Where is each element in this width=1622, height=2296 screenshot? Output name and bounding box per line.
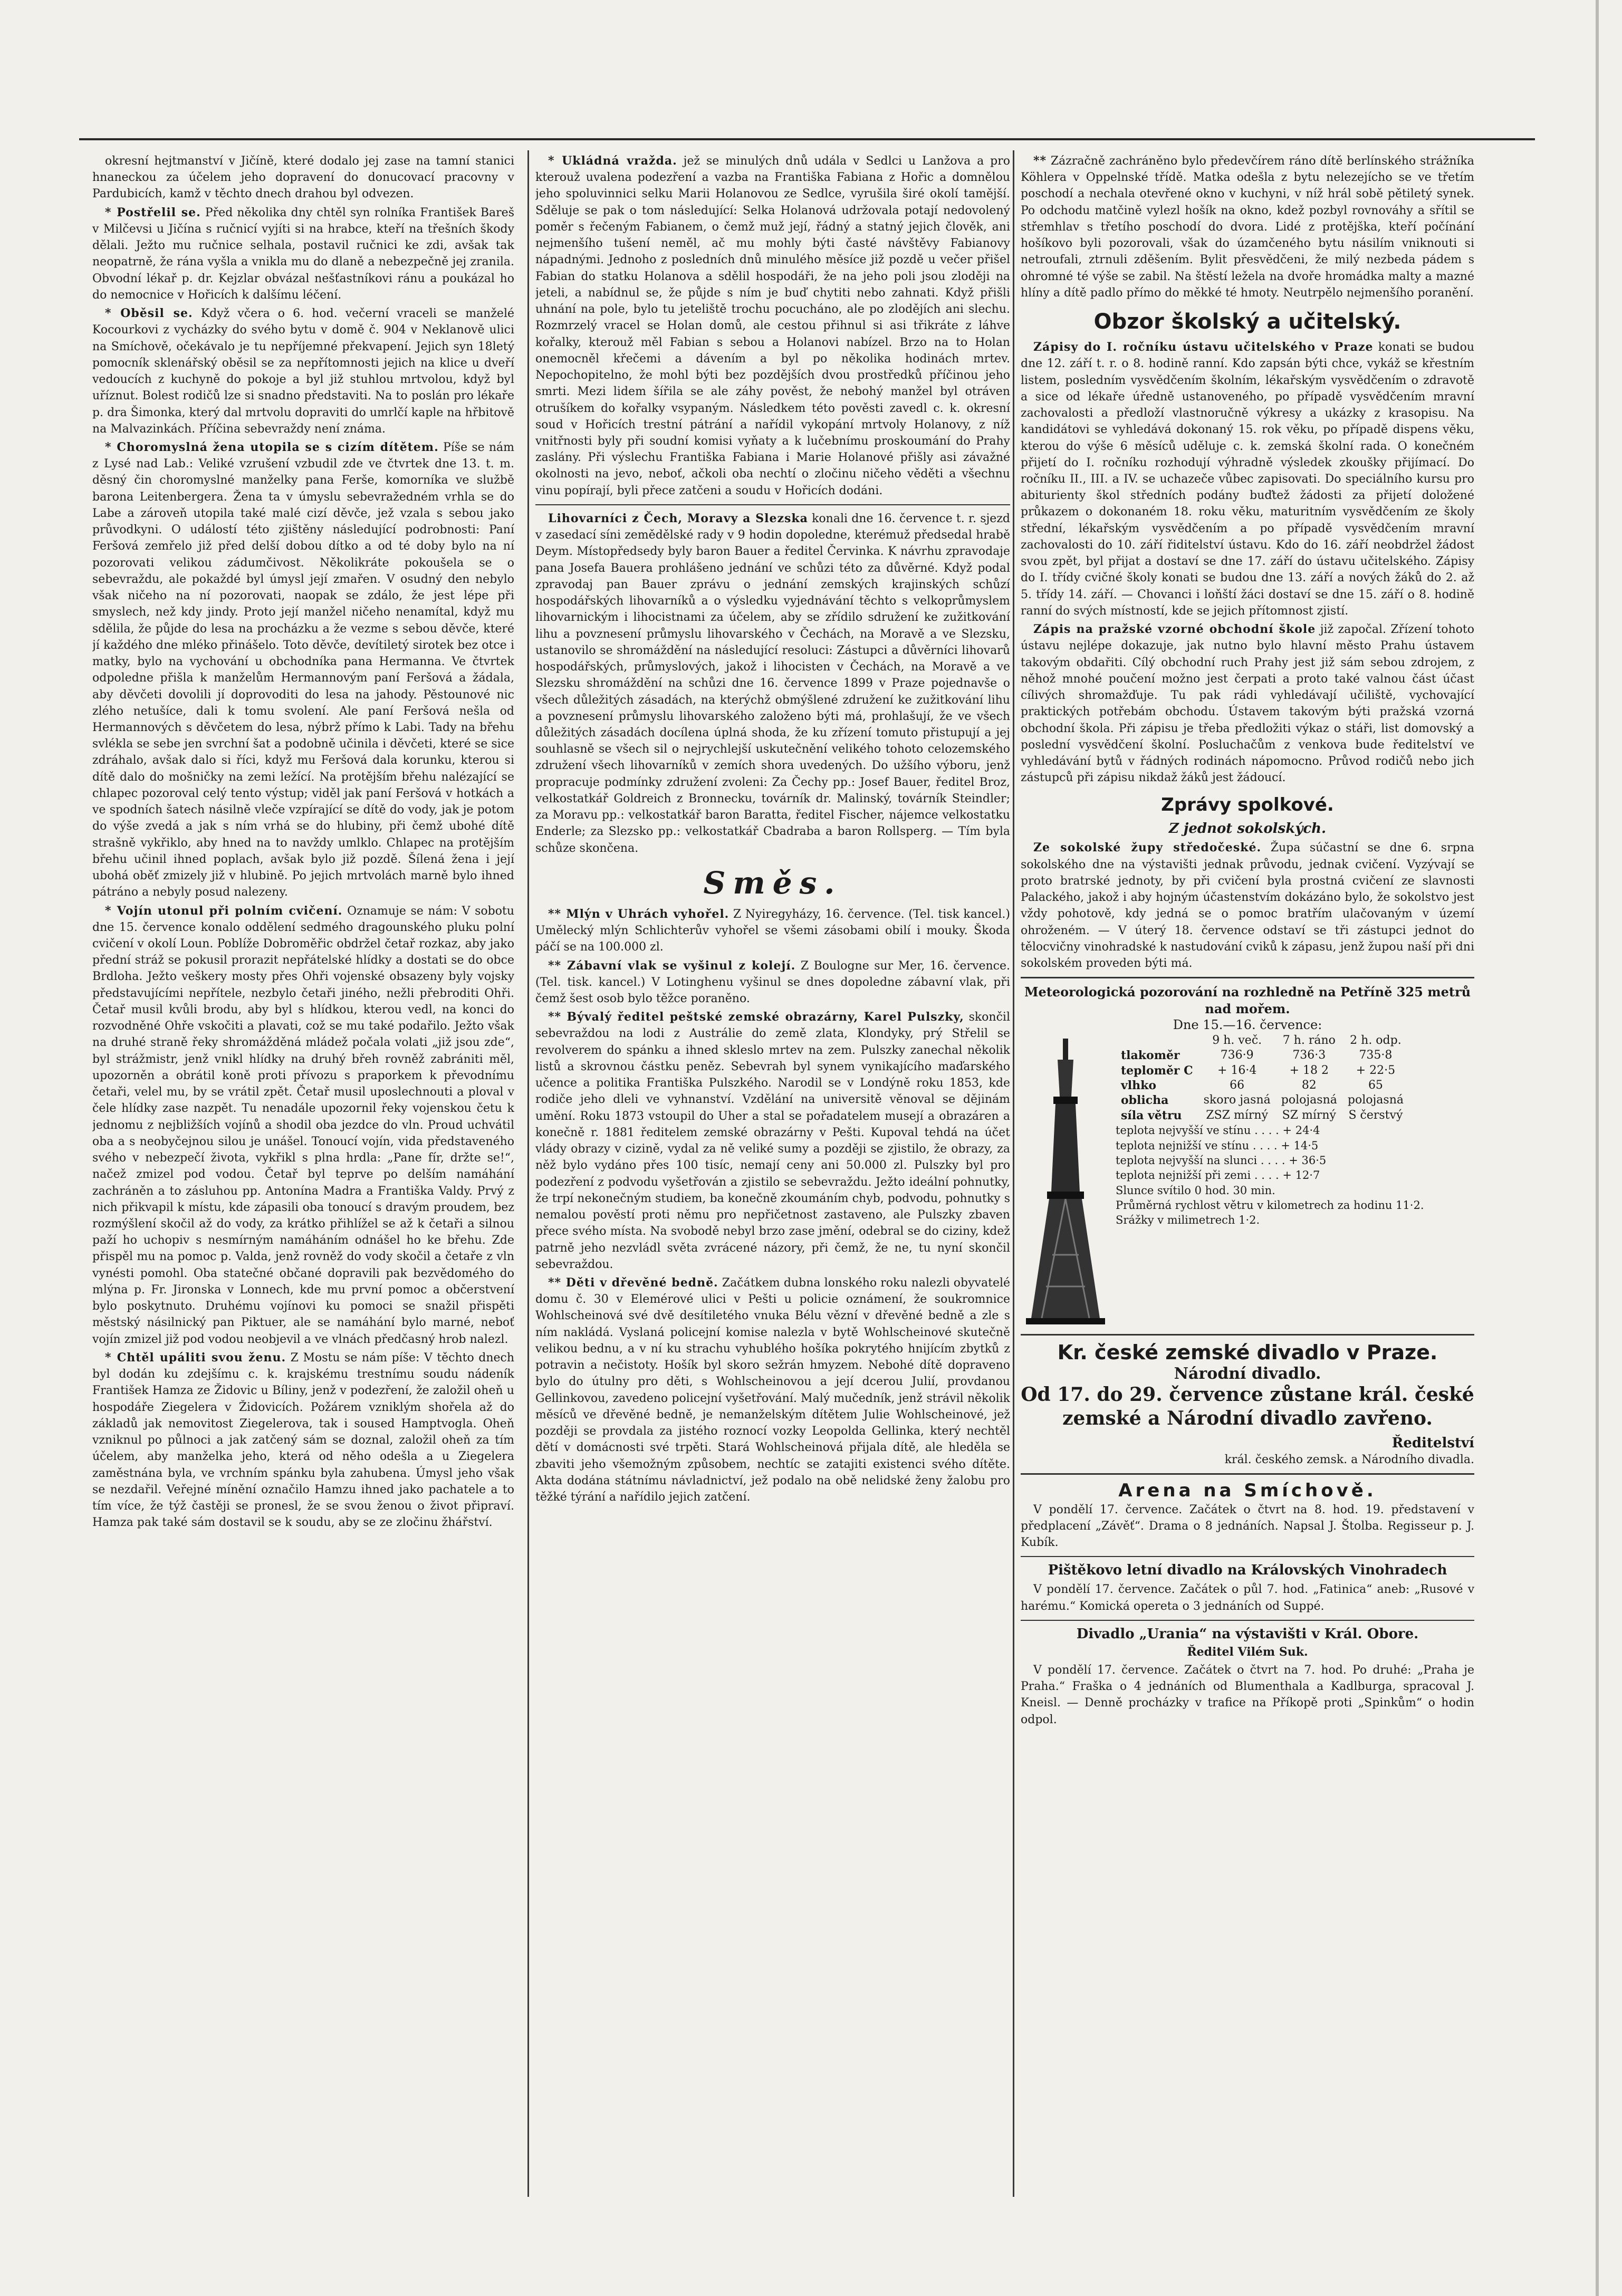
article-postrelil <box>92 205 514 303</box>
meteo-value: polojasná <box>1347 1093 1404 1107</box>
meteo-note: Průměrná rychlost větru v kilometrech za hodinu 11·2. <box>1116 1198 1424 1212</box>
meteo-value: + 18 2 <box>1289 1063 1329 1077</box>
meteo-note: teplota nejnižší při zemi . . . . + 12·7 <box>1116 1169 1320 1182</box>
article-obchodni-skola <box>1021 621 1474 786</box>
article-text: již započal. Zřízení tohoto ústavu nejlépe dokazuje, jak nutno bylo hlavní město Prahu ústavem takovým obdařiti. Cílý obchodní ruch Prahy jest již sám sebou zdrojem, z něhož mnohé poučení možno jest čerpati a proto také valnou část účast cílivých shromažďuje. Tu pak rádi vyhledávají učiliště, vychovající praktických potřebám obchodu. Ústavem takovým býti pražská vzorná obchodní škola. Při zápisu je třeba předložiti výkaz o stáři, list domovský a poslední vysvědčení školní. Posluchačům z venkova bude ředitelství ve vyhledávání bytů v řádných rodinách nápomocno. Průvod rodičů nebo jich zástupců při zápisu nikdaž žáků jest žádoucí. <box>1021 623 1474 785</box>
article-lead: Zápisy do I. ročníku ústavu učitelského v Praze <box>1033 340 1374 354</box>
divider <box>1021 1334 1474 1336</box>
meteo-label: vlhko <box>1121 1079 1157 1093</box>
scan-edge <box>1596 0 1599 2296</box>
article-lead: ** Zábavní vlak se vyšinul z kolejí. <box>548 958 796 973</box>
column-3 <box>1021 153 1474 2199</box>
meteo-value: SZ mírný <box>1282 1108 1336 1122</box>
meteo-label: oblicha <box>1121 1093 1169 1108</box>
meteo-value: + 16·4 <box>1217 1063 1257 1077</box>
meteo-value: 66 <box>1230 1079 1245 1092</box>
arena-text: V pondělí 17. července. Začátek o čtvrt na 8. hod. 19. představení v předplacení „Závěť“. Drama o 8 jednáních. Napsal J. Štolba. Regisseur p. J. Kubík. <box>1021 1503 1474 1550</box>
article-lihovarnici <box>535 511 1010 857</box>
article-text: skončil sebevraždou na lodi z Austrálie do země zlata, Klondyky, prý Střelil se revolverem do spánku a ihned skleslo mrtev na zem. Pulszky zanechal několik listů a skrovnou částku peněz. Sebevrah byl synem vynikajícího maďarského učence a politika Františka Pulszkého. Narodil se v Londýně roku 1853, kde rodiče jeho dleli ve vyhnanství. Vzdělání na universitě věnoval se dějinám umění. Roku 1873 vstoupil do Uher a stal se pořadatelem musejí a obrazáren a konečně r. 1881 ředitelem zemské obrazárny v Pešti. Kupoval tehdá na účet vlády obrazy v cizině, vydal za ně veliké sumy a později se zjistilo, že obrazy, za něž bylo vydáno přes 100 tisíc, nemají ceny ani 50.000 zl. Pulszky byl pro podezření z podvodu vyšetřován a zjistilo se sebevraždu. Ježto ideální pohnutky, že trpí nekonečným studiem, ba konečně zkoumáním chyb, podvodu, pohnutky s nemalou pověstí proti němu pro nepřičetnost zastaveno, ale Pulszky zbaven přece svého místa. Na svobodě nebyl brzo zase jmění, odebral se do ciziny, kdež patrně jeho nezvládl světa zvrácené názory, při čemž, že ne, tu nyní skončil sebevraždou. <box>535 1011 1010 1271</box>
petrin-tower-illustration <box>1021 1033 1110 1329</box>
meteo-row <box>1116 1063 1409 1078</box>
article-paragraph <box>92 153 514 203</box>
arena-title: Arena na Smíchově. <box>1118 1480 1377 1501</box>
meteo-row <box>1116 1093 1409 1108</box>
column-separator <box>527 150 529 2197</box>
meteo-row <box>1116 1078 1409 1093</box>
meteo-note: teplota nejvyšší ve stínu . . . . + 24·4 <box>1116 1124 1320 1137</box>
article-lead: * Choromyslná žena utopila se s cizím dítětem. <box>105 440 439 454</box>
meteo-value: 82 <box>1301 1079 1317 1092</box>
divider <box>1021 1620 1474 1621</box>
meteo-block <box>1021 1033 1474 1329</box>
article-vrazda <box>535 153 1010 499</box>
meteo-dates: Dne 15.—16. července: <box>1173 1017 1322 1032</box>
article-lead: ** Mlýn v Uhrách vyhořel. <box>548 907 730 921</box>
column-separator <box>1013 150 1014 2197</box>
article-text: Z Nyiregyházy, 16. července. (Tel. tisk kancel.) Umělecký mlýn Schlichterův vyhořel se všemi zásobami obilí i mouky. Škoda páčí se na 100.000 zl. <box>535 907 1010 954</box>
article-text: Župa súčastní se dne 6. srpna sokolského dne na výstavišti jednak průvodu, jednak cvičení. Vyzývají se proto bratrské jednoty, by při cvičení byla prostná cvičení ze slavnosti Palackého, jakož i aby hojným účastenstvím dokázáno bylo, že sokolstvo jest vždy pohotově, kdy jedná se o pomoc bratřím ulačovaným v území ohroženém. — V úterý 18. července odstaví se tři zástupci jednot do tělocvičny vinohradské k nastudování cviků k zápasu, jenž župou naší při dni sokolském proveden býti má. <box>1021 841 1474 971</box>
article-lead: Ze sokolské župy středočeské. <box>1033 841 1262 855</box>
article-vojin <box>92 903 514 1348</box>
meteo-table <box>1116 1033 1409 1123</box>
divider <box>1021 1473 1474 1475</box>
meteo-time: 2 h. odp. <box>1350 1033 1402 1047</box>
divider <box>1021 977 1474 978</box>
article-lead: ** Děti v dřevěné bedně. <box>548 1276 718 1290</box>
section-title-spolky: Zprávy spolkové. <box>1161 794 1334 816</box>
article-lead: ** Bývalý ředitel peštské zemské obrazárny, Karel Pulszky, <box>548 1010 964 1024</box>
column-2 <box>535 153 1010 2199</box>
article-lead: * Chtěl upáliti svou ženu. <box>105 1350 286 1365</box>
theatre-notice: Od 17. do 29. července zůstane král. české zemské a Národní divadlo zavřeno. <box>1021 1384 1474 1430</box>
meteo-data <box>1116 1033 1474 1329</box>
urania-director: Ředitel Vilém Suk. <box>1187 1645 1308 1659</box>
urania-title: Divadlo „Urania“ na výstavišti v Král. Obore. <box>1076 1626 1419 1642</box>
meteo-label: teploměr C <box>1121 1063 1193 1078</box>
article-lead: Lihovarníci z Čech, Moravy a Slezska <box>548 511 808 525</box>
meteo-value: S čerstvý <box>1348 1108 1403 1122</box>
article-text: konati se budou dne 12. září t. r. o 8. hodině ranní. Kdo zapsán býti chce, vykáž se křestním listem, posledním vysvědčením školním, lékařským vysvědčením o zdravotě a sice od lékaře úředně ustanoveného, po případě vysvědčením mravní zachovalosti a předloží vlastnoručně výkresy a ukázky z krasopisu. Na kandidátovi se vyhledává dokonaný 15. rok věku, po případě dispens věku, kterou do výše 6 měsíců uděluje c. k. zemská školní rada. O konečném přijetí do I. ročníku rozhodují výhradně výsledek zkoušky přijímací. Do ročníku II., III. a IV. se uchazeče vůbec zapisovati. Do speciálního kursu pro abiturienty škol středních podány buďtež žádosti za přijetí doložené průkazem o dokonaném 18. roku věku, maturitním vysvědčením ze školy střední, lékařským vysvědčením a po případě vysvědčením mravní zachovalosti do 10. září řiditelství ústavu. Kdo do 16. září neobdržel žádost svou zpět, byl přijat a dostaví se dne 17. září do ústavu učitelského. Zápisy do I. třídy cvičné školy konati se budou dne 13. září a nových žáků do 2. až 5. třídy 14. září. — Chovanci i loňští žáci dostaví se dne 15. září o 8. hodině ranní do svých místností, kde se jejich přítomnost zjistí. <box>1021 341 1474 618</box>
article-text: Před několika dny chtěl syn rolníka František Bareš v Milčevsi u Jičína s ručnicí vyjíti si na hrabce, kteří na třešních škody dělali. Ježto mu ručnice selhala, postavil ručnici ke zdi, avšak tak neopatrně, že rána vyšla a vnikla mu do dlaně a nebezpečně jej zranila. Obvodní lékař p. dr. Kejzlar obvázal nešťastníkovi ránu a poukázal ho do nemocnice v Hořicích k dalšímu léčení. <box>92 206 514 302</box>
top-rule <box>79 138 1535 140</box>
article-sokol <box>1021 840 1474 972</box>
meteo-note: Srážky v milimetrech 1·2. <box>1116 1214 1260 1227</box>
meteo-note: teplota nejnižší ve stínu . . . . + 14·5 <box>1116 1139 1319 1152</box>
meteo-value: 65 <box>1368 1079 1383 1092</box>
article-text: Z Boulogne sur Mer, 16. července. (Tel. tisk. kancel.) V Lotinghenu vyšinul se dnes dopoledne zábavní vlak, při čemž šest osob bylo těžce poraněno. <box>535 959 1010 1006</box>
meteo-value: 735·8 <box>1359 1049 1393 1062</box>
article-text: Začátkem dubna lonského roku nalezli obyvatelé domu č. 30 v Elemérové ulici v Pešti u policie oznámení, že soukromnice Wohlscheinová své dvě desítiletého vnuka Bélu vězní v dřevěné bedně a zle s ním nakládá. Vyslaná policejní komise nalezla v bytě Wohlscheinové skutečně velikou bednu, a v ní ku strachu vyhublého hošíka pokrytého hnijícím zbytků z potravin a nečistoty. Hošík byl skoro sežrán hmyzem. Nebohé dítě dopraveno bylo do útulny pro děti, s Wohlscheinovou a její dcerou Julií, provdanou Gellinkovou, zavedeno policejní vyšetřování. Malý mučedník, jenž strávil několik měsíců ve dřevěné bedně, je nemanželským dítětem Julie Wohlscheinové, jež později se provdala za jistého roznocí vozky Leopolda Gellinka, který nechtěl dětí v domácnosti své trpěti. Stará Wohlscheinová přijala dítě, ale hleděla se zbaviti jeho všemožným způsobem, nechtíc se zatajiti existenci svého dítěte. Akta dodána státnímu návladnictví, jež podalo na obě nelidské ženy žalobu pro těžké týrání a nařídilo jejich zatčení. <box>535 1276 1010 1504</box>
signature-title: Ředitelství <box>1391 1435 1474 1452</box>
article-zachraneno <box>1021 153 1474 301</box>
article-lead: * Oběsil se. <box>105 306 193 321</box>
article-text: Když včera o 6. hod. večerní vraceli se manželé Kocourkovi z vycházky do svého bytu v domě č. 904 v Neklanově ulici na Smíchově, očekávalo je tu nepříjemné překvapení. Jejich syn 18letý pomocník sklenářský oběsil se za nepřítomnosti jejich na klice u dveří vedoucích z kuchyně do pokoje a byl již stuhlou mrtvolou, když byl uříznut. Bolest rodičů lze si snadno představiti. Na to poslán pro lékaře p. dra Šimonka, který dal mrtvolu dopraviti do umrlčí kaple na hřbitově na Malvazinkách. Příčina sebevraždy není známa. <box>92 307 514 436</box>
article-obesil <box>92 305 514 437</box>
article-text: jež se minulých dnů udála v Sedlci u Lanžova a pro kterouž uvalena podezření a vazba na Františka Fabiana z Hořic a domnělou jeho spoluvinnici selku Marii Holanovou ze Sedlce, vyrušila širé okolí tamější. Sděluje se pak o tom následující: Selka Holanová udržovala potají nedovolený poměr s řečeným Fabianem, o čemž muž její, řádný a statný jejich člověk, ani nejmenšího tušení neměl, ač mu mohly býti časté návštěvy Fabianovy nápadnými. Jednoho z posledních dnů minulého měsíce již pozdě u večer přišel Fabian do statku Holanova a sdělil hospodáři, že na jeho poli jsou zloději na jeteli, a nabídnul se, že půjde s ním je buď chytiti nebo zahnati. Když přišli uhnání na pole, bylo tu jeteliště trochu pocucháno, ale po zlodějích ani slechu. Rozmrzelý vracel se Holan domů, ale cestou přihnul si asi třikráte z láhve kořalky, kterouž měl Fabian s sebou a Holanovi nabízel. Brzo na to Holan onemocněl křečemi a dávením a byl po několika hodinách mrtev. Nepochopitelno, že mohl býti bez pozdějších dvou prostředků příčinou jeho smrti. Mezi lidem šířila se ale záhy pověst, že nebohý manžel byl otráven otrušíkem do kořalky vsypaným. Následkem této pověsti zavedl c. k. okresní soud v Hořicích trestní pátrání a nařídil vykopání mrtvoly Holanovy, z níž vnitřnosti byly při soudní komisi vyňaty a k lučebnímu proskoumání do Prahy zaslány. Při výslechu Františka Fabiana i Marie Holanové přišly asi závažné okolnosti na jevo, neboť, ačkoli oba nechtí o zločinu ničeho věděti a všechnu vinu popírají, byli přece zatčeni a soudu v Hořicích dodáni. <box>535 155 1010 497</box>
section-title-smes: Směs. <box>703 864 842 901</box>
article-lead: * Ukládná vražda. <box>548 154 677 168</box>
article-upaliti <box>92 1350 514 1531</box>
meteo-time: 7 h. ráno <box>1282 1033 1336 1047</box>
article-text: Z Mostu se nám píše: V těchto dnech byl dodán ku zdejšímu c. k. krajskému trestnímu soudu nádeník František Hamza ze Židovic u Bíliny, jenž v podezření, že založil oheň u hospodáře Ziegelera v Židovicích. Požárem vzniklým shořela až do základů jak nemovitost Ziegelerova, tak i soused Hamptvogla. Oheň vzniknul po půlnoci a jak zatčený sám se doznal, založil oheň za tím účelem, aby manželka jeho, která od něho odešla a u Ziegelera zaměstnána byla, ve vrchním spánku byla zahubena. Úmysl jeho však se nezdařil. Veřejné mínění označilo Hamzu ihned jako pachatele a to tím více, že týž častěji se pronesl, že se svou ženou o život připraví. Hamza pak také sám dostavil se k soudu, aby se ze zločinu žhářství. <box>92 1351 514 1530</box>
article-lead: * Postřelil se. <box>105 205 201 219</box>
article-lead: * Vojín utonul při polním cvičení. <box>105 904 343 918</box>
article-mlyn <box>535 906 1010 956</box>
article-text: konali dne 16. července t. r. sjezd v zasedací síni zemědělské rady v 9 hodin dopoledne, kterémuž předsedal hrabě Deym. Místopředsedy byly baron Bauer a ředitel Červinka. K návrhu zpravodaje pana Josefa Bauera prohlášeno jednání ve schůzi této za důvěrné. Když podal zpravodaj pan Bauer zprávu o jednání zemských krajinských schůzí hospodářských lihovarníků a o výsledku vyjednávání těchto s velkoprůmyslem lihovarnickým i lihocistnami za účelem, aby se zřídilo sdružení ke zužitkování lihu a povznesení průmyslu lihovarského v Čechách, na Moravě a ve Slezsku, ustanovilo se shromáždění na následující resoluci: Zástupci a důvěrníci lihovarů hospodářských, průmyslových, jakož i lihocisten v Čechách, na Moravě a ve Slezsku shromáždění na schůzi dne 16. července 1899 v Praze pojednavše o všech důležitých zásadách, na kterýchž obmýšlené združení ke zužitkování lihu a povznesení průmyslu lihovarského založeno býti má, prohlašují, že ve všech důležitých zásadách docílena úplná shoda, že ku zřízení tomuto přistupují a jej souhlasně se všech sil o nejrychlejší uskutečnění velikého tohoto celozemského združení všech lihovarníků v zemích shora uvedených. Do užšího výboru, jenž propracuje podmínky združení zvoleni: Za Čechy pp.: Josef Bauer, ředitel Broz, velkostatkář Goldreich z Bronnecku, továrník dr. Malinský, továrník Steindler; za Moravu pp.: velkostatkář baron Baratta, ředitel Fischer, nájemce velkostatku Enderle; za Slezsko pp.: velkostatkář Cbadraba a baron Rollsperg. — Tím byla schůze skončena. <box>535 512 1010 855</box>
theatre-signature <box>1021 1435 1474 1467</box>
meteo-value: ZSZ mírný <box>1206 1108 1268 1122</box>
article-text: Píše se nám z Lysé nad Lab.: Veliké vzrušení vzbudil zde ve čtvrtek dne 13. t. m. děsný čin choromyslné manželky pana Ferše, komorníka ve službě barona Leitenbergera. Žena ta v úmyslu sebevražedném vrhla se do Labe a zároveň utopila také malé cizí děvče, jež vzala s sebou jako průvodkyni. O událostí této zjištěny následující podrobnosti: Paní Feršová zemřelo již před delší dobou dítko a od té doby bylo na ní pozorovati velikou zádumčivost. Několikráte pokoušela se o sebevraždu, ale pokaždé byl úmysl její zmařen. V osudný den nebylo však ničeho na ní pozorovati, naopak se zdálo, že jest lépe při smyslech, než kdy jindy. Proto její manžel ničeho nenamítal, když mu sdělila, že půjde do lesa na procházku a že vezme s sebou děvče, které jí každého dne mléko přinášelo. Toto děvče, devítiletý sirotek bez otce i matky, bylo na vychování u obchodníka pana Hermanna. Ve čtvrtek odpoledne přišla k manželům Hermannovým paní Feršová a žádala, aby děvčeti dovolili jí doprovoditi do lesa na jahody. Pěstounové nic zlého netušíce, dali k tomu svolení. Ale paní Feršová nešla od Hermannových s děvčetem do lesa, nýbrž přímo k Labi. Tady na břehu svlékla se sebe jen svrchní šat a podobně učinila i děvčeti, které se sice zdráhalo, avšak dalo si říci, když mu Feršová dala korunku, kterou si dítě dalo do mošničky na zemi ležící. Na protějším břehu nalézající se chlapec pozoroval celý tento výstup; viděl jak paní Feršová v hotkách a ve spodních šatech násilně vleče vzpírající se dítě do vody, jak je potom do výše zvedá a jak s ním vrhá se do hlubiny, při čemž ubohé dítě strašně vykřiklo, aby hned na to navždy umlklo. Chlapec na protějším břehu učinil ihned poplach, avšak bylo již pozdě. Šílená žena i její ubohá oběť zmizely již v hlubině. Po jejich mrtvolách marně bylo ihned pátráno a nebyly posud nalezeny. <box>92 440 514 899</box>
divider <box>1021 1556 1474 1557</box>
article-text: okresní hejtmanství v Jičíně, které dodalo jej zase na tamní stanici hnaneckou za účelem jeho dopravení do donucovací pracovny v Pardubicích, kamž v těchto dnech drahou byl odvezen. <box>92 155 514 201</box>
article-lead: Zápis na pražské vzorné obchodní škole <box>1033 622 1316 637</box>
section-subtitle-sokol: Z jednot sokolských. <box>1168 821 1327 837</box>
article-choromyslna <box>92 439 514 901</box>
divider <box>535 504 1010 505</box>
article-zapisy <box>1021 339 1474 619</box>
article-lead: ** <box>1033 154 1047 168</box>
meteo-value: 736·9 <box>1220 1049 1254 1062</box>
pistekovo-text: V pondělí 17. července. Začátek o půl 7. hod. „Fatinica“ aneb: „Rusové v harému.“ Komická opereta o 3 jednáních od Suppé. <box>1021 1583 1474 1613</box>
meteo-value: polojasná <box>1281 1093 1337 1107</box>
urania-text: V pondělí 17. července. Začátek o čtvrt na 7. hod. Po druhé: „Praha je Praha.“ Fraška o 4 jednáních od Blumenthala a Kadlburga, spracoval J. Kneisl. — Denně procházky v trafice na Příkopě proti „Spinkům“ o hodin odpol. <box>1021 1663 1474 1726</box>
pistekovo-title: Pištěkovo letní divadlo na Královských Vinohradech <box>1048 1562 1447 1579</box>
article-deti <box>535 1275 1010 1505</box>
meteo-label: síla větru <box>1121 1108 1182 1122</box>
meteo-note: teplota nejvyšší na slunci . . . . + 36·5 <box>1116 1154 1327 1167</box>
meteo-value: + 22·5 <box>1356 1063 1396 1077</box>
meteo-row <box>1116 1108 1409 1123</box>
article-text: Zázračně zachráněno bylo předevčírem ráno dítě berlínského strážníka Köhlera v Oppelnské třídě. Matka odešla z bytu nelezejícho se ve třetím poschodí a nechala otevřené okno v kuchyni, v níž hrál sobě pětiletý synek. Po odchodu matčině vylezl hošík na okno, kdež pozbyl rovnováhy a sřítil se střemhlav s třetího poschodí do dvora. Lidé z protějška, kteří počínání hošíkovo byli pozorovali, však do úzamčeného bytu násilím vniknouti si netroufali, ztrnuli zděšením. Bylit přesvědčeni, že milý nezbeda pádem s ohromné té výše se zabil. Na štěstí ležela na dvoře hromádka malty a mazné hlíny a dítě padlo přímo do měkké té hmoty. Neutrpělo nejmenšího poranění. <box>1021 155 1474 300</box>
meteo-note: Slunce svítilo 0 hod. 30 min. <box>1116 1184 1275 1197</box>
meteo-notes <box>1116 1123 1474 1227</box>
column-1 <box>92 153 514 2199</box>
theatre-title: Kr. české zemské divadlo v Praze. <box>1057 1340 1438 1364</box>
signature-text: král. českého zemsk. a Národního divadla. <box>1224 1453 1474 1467</box>
article-pulszky <box>535 1009 1010 1273</box>
meteo-header-row <box>1116 1033 1409 1048</box>
meteo-title: Meteorologická pozorování na rozhledně na Petříně 325 metrů nad mořem. <box>1024 984 1471 1016</box>
meteo-label: tlakoměr <box>1121 1049 1180 1063</box>
article-vlak <box>535 958 1010 1007</box>
meteo-value: skoro jasná <box>1203 1093 1271 1107</box>
theatre-subtitle: Národní divadlo. <box>1174 1365 1321 1384</box>
meteo-value: 736·3 <box>1292 1049 1326 1062</box>
article-text: Oznamuje se nám: V sobotu dne 15. července konalo oddělení sedmého dragounského pluku polní cvičení v okolí Loun. Poblíže Dobroměřic obdržel četař rozkaz, aby jako přední stráž se pokusil prorazit nepřátelské hlídky a dostati se do obce Brdloha. Ježto veškery mosty přes Ohři vojenské obsazeny byly vojsky představujícími nepřítele, nezbylo četaři jiného, nežli přebroditi Ohři. Četař musil kvůli brodu, aby byl s hlídkou, kterou vedl, na konci do rozvodněné Ohře vskočiti a plavati, což se mu také podařilo. Ježto však na druhé straně řeky shromážděná mládež počala volati „již jsou zde“, byl strážmistr, jenž vnikl hlídky na druhý břeh rovněž zabrániti měl, upozorněn a obrátil koně proti přívozu s praporkem k převodnímu četaři, velel mu, by se vrátil zpět. Četař musil uposlechnouti a ploval v čele hlídky zase nazpět. Tu nenadále upozornil řeky vojenskou četu k jednomu z nejbližších vojínů a shodil oba jezdce do vln. Proud uchvátil oba a s neobyčejnou silou je unášel. Tonoucí vojín, vida představeného svého v nebezpečí života, vykřikl s plna hrdla: „Pane fír, držte se!“, načež zmizel pod vodou. Četař byl teprve po delším namáhání zachráněn a to zásluhou pp. Antonína Madra a Františka Valdy. Prvý z nich přikvapil k místu, kde zápasili oba tonoucí s dravým proudem, bez rozmýšlení skočil až do vody, za krátko přihlížel se až k četaři a silnou paží ho uchopiv s nesmírným namáháním odnášel ho ke břehu. Zde přispěl mu na pomoc p. Valda, jenž rovněž do vody skočil a četaře z vln vynésti pomohl. Oba statečné občané dopravili pak bezvědomého do mlýna p. Fr. Jironska v Lonnech, kde mu první pomoc a občerstvení bylo poskytnuto. Druhému vojínovi ku pomoci se snažil přispěti městský násilnický pan Piktuer, ale se namáhání bylo marné, neboť vojín zmizel již pod vodou neobjevil a ve vlnách předčasný hrob nalezl. <box>92 904 514 1346</box>
meteo-row <box>1116 1048 1409 1063</box>
meteo-time: 9 h. več. <box>1212 1033 1262 1047</box>
section-title-obzor: Obzor školský a učitelský. <box>1093 310 1402 334</box>
